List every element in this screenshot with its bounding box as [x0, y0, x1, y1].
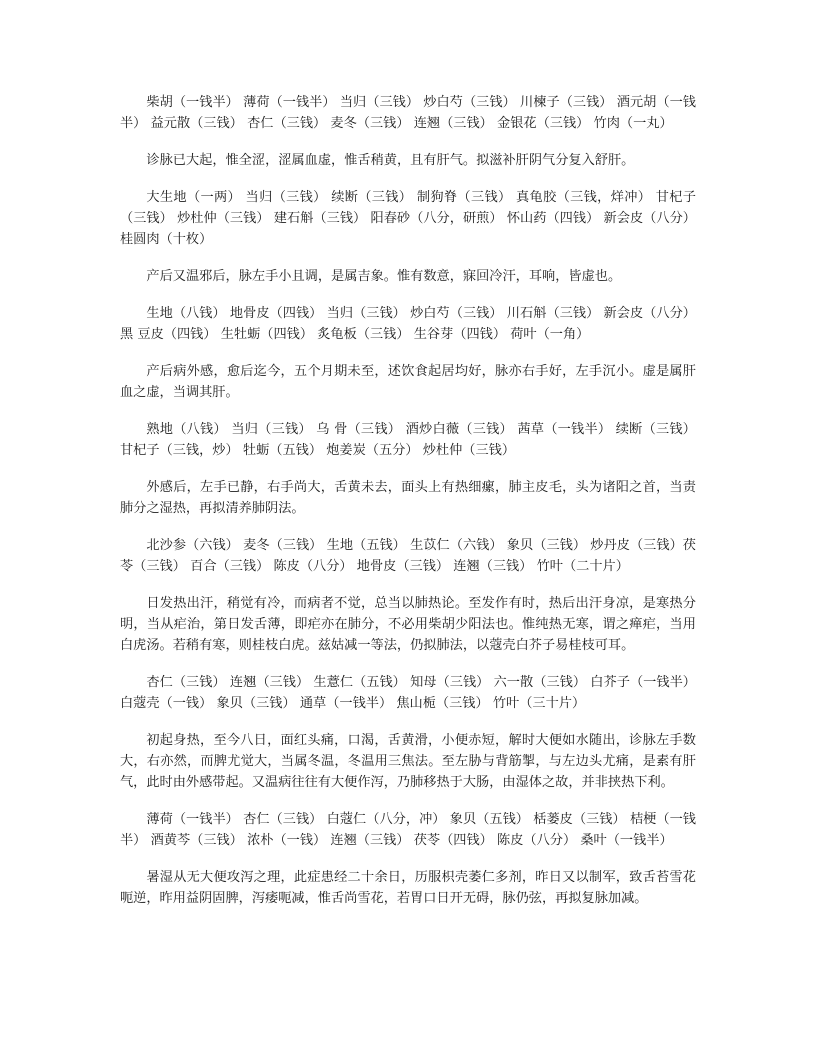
diagnosis-paragraph: 诊脉已大起，惟全涩，涩属血虚，惟舌稍黄，且有肝气。拟滋补肝阴气分复入舒肝。 — [146, 153, 635, 168]
prescription-paragraph: 杏仁（三钱） 连翘（三钱） 生薏仁（五钱） 知母（三钱） 六一散（三钱） 白芥子（一钱半） 白蔻壳（一钱） 象贝（三钱） 通草（一钱半） 焦山栀（三钱） 竹叶（三十片） — [120, 675, 696, 711]
diagnosis-paragraph: 初起身热，至今八日，面红头痛，口渴，舌黄滑，小便赤短，解时大便如水随出，诊脉左手数大，右亦然，而脾尤觉大，当属冬温，冬温用三焦法。至左胁与背筋掣，与左边头尤痛，是素有肝气，此时由外感带起。又温病往往有大便作泻，乃肺移热于大肠，由湿体之故，并非挟热下利。 — [120, 733, 696, 790]
prescription-paragraph: 薄荷（一钱半） 杏仁（三钱） 白蔻仁（八分，冲） 象贝（五钱） 栝蒌皮（三钱） 桔梗（一钱半） 酒黄芩（三钱） 浓朴（一钱） 连翘（三钱） 茯苓（四钱） 陈皮（八分） 桑叶（一钱半） — [120, 812, 696, 848]
document-page — [120, 92, 696, 909]
prescription-paragraph: 柴胡（一钱半） 薄荷（一钱半） 当归（三钱） 炒白芍（三钱） 川楝子（三钱） 酒元胡（一钱半） 益元散（三钱） 杏仁（三钱） 麦冬（三钱） 连翘（三钱） 金银花（三钱） 竹肉（一丸） — [120, 95, 696, 131]
diagnosis-paragraph: 产后病外感，愈后迄今，五个月期未至，述饮食起居均好，脉亦右手好，左手沉小。虚是属肝血之虚，当调其肝。 — [120, 364, 696, 400]
diagnosis-paragraph: 暑湿从无大便攻泻之理，此症患经二十余日，历服枳壳萎仁多剂，昨日又以制军，致舌苔雪花呃逆，昨用益阴固脾，泻痿呃减，惟舌尚雪花，若胃口日开无碍，脉仍弦，再拟复脉加减。 — [120, 870, 696, 906]
diagnosis-paragraph: 产后又温邪后，脉左手小且调，是属吉象。惟有数意，寐回冷汗，耳响，皆虚也。 — [146, 269, 622, 284]
diagnosis-paragraph: 日发热出汗，稍觉有冷，而病者不觉，总当以肺热论。至发作有时，热后出汗身凉，是寒热分明，当从疟治，第日发舌薄，即疟亦在肺分，不必用柴胡少阳法也。惟纯热无寒，谓之瘅疟，当用白虎汤。若稍有寒，则桂枝白虎。兹姑减一等法，仍拟肺法，以蔻壳白芥子易桂枝可耳。 — [120, 596, 696, 653]
prescription-paragraph: 生地（八钱） 地骨皮（四钱） 当归（三钱） 炒白芍（三钱） 川石斛（三钱） 新会皮（八分） 黑 豆皮（四钱） 生牡蛎（四钱） 炙龟板（三钱） 生谷芽（四钱） 荷叶（一角） — [120, 306, 696, 342]
prescription-paragraph: 大生地（一两） 当归（三钱） 续断（三钱） 制狗脊（三钱） 真龟胶（三钱，烊冲） 甘杞子（三钱） 炒杜仲（三钱） 建石斛（三钱） 阳春砂（八分，研煎） 怀山药（四钱） 新会皮（八分）桂圆肉（十枚） — [120, 190, 696, 247]
prescription-paragraph: 北沙参（六钱） 麦冬（三钱） 生地（五钱） 生苡仁（六钱） 象贝（三钱） 炒丹皮（三钱）茯苓（三钱） 百合（三钱） 陈皮（八分） 地骨皮（三钱） 连翘（三钱） 竹叶（二十片） — [120, 538, 696, 574]
prescription-paragraph: 熟地（八钱） 当归（三钱） 乌 骨（三钱） 酒炒白薇（三钱） 茜草（一钱半） 续断（三钱） 甘杞子（三钱，炒） 牡蛎（五钱） 炮姜炭（五分） 炒杜仲（三钱） — [120, 422, 696, 458]
diagnosis-paragraph: 外感后，左手已静，右手尚大，舌黄未去，面头上有热细瘰，肺主皮毛，头为诸阳之首，当责肺分之湿热，再拟清养肺阴法。 — [120, 480, 696, 516]
